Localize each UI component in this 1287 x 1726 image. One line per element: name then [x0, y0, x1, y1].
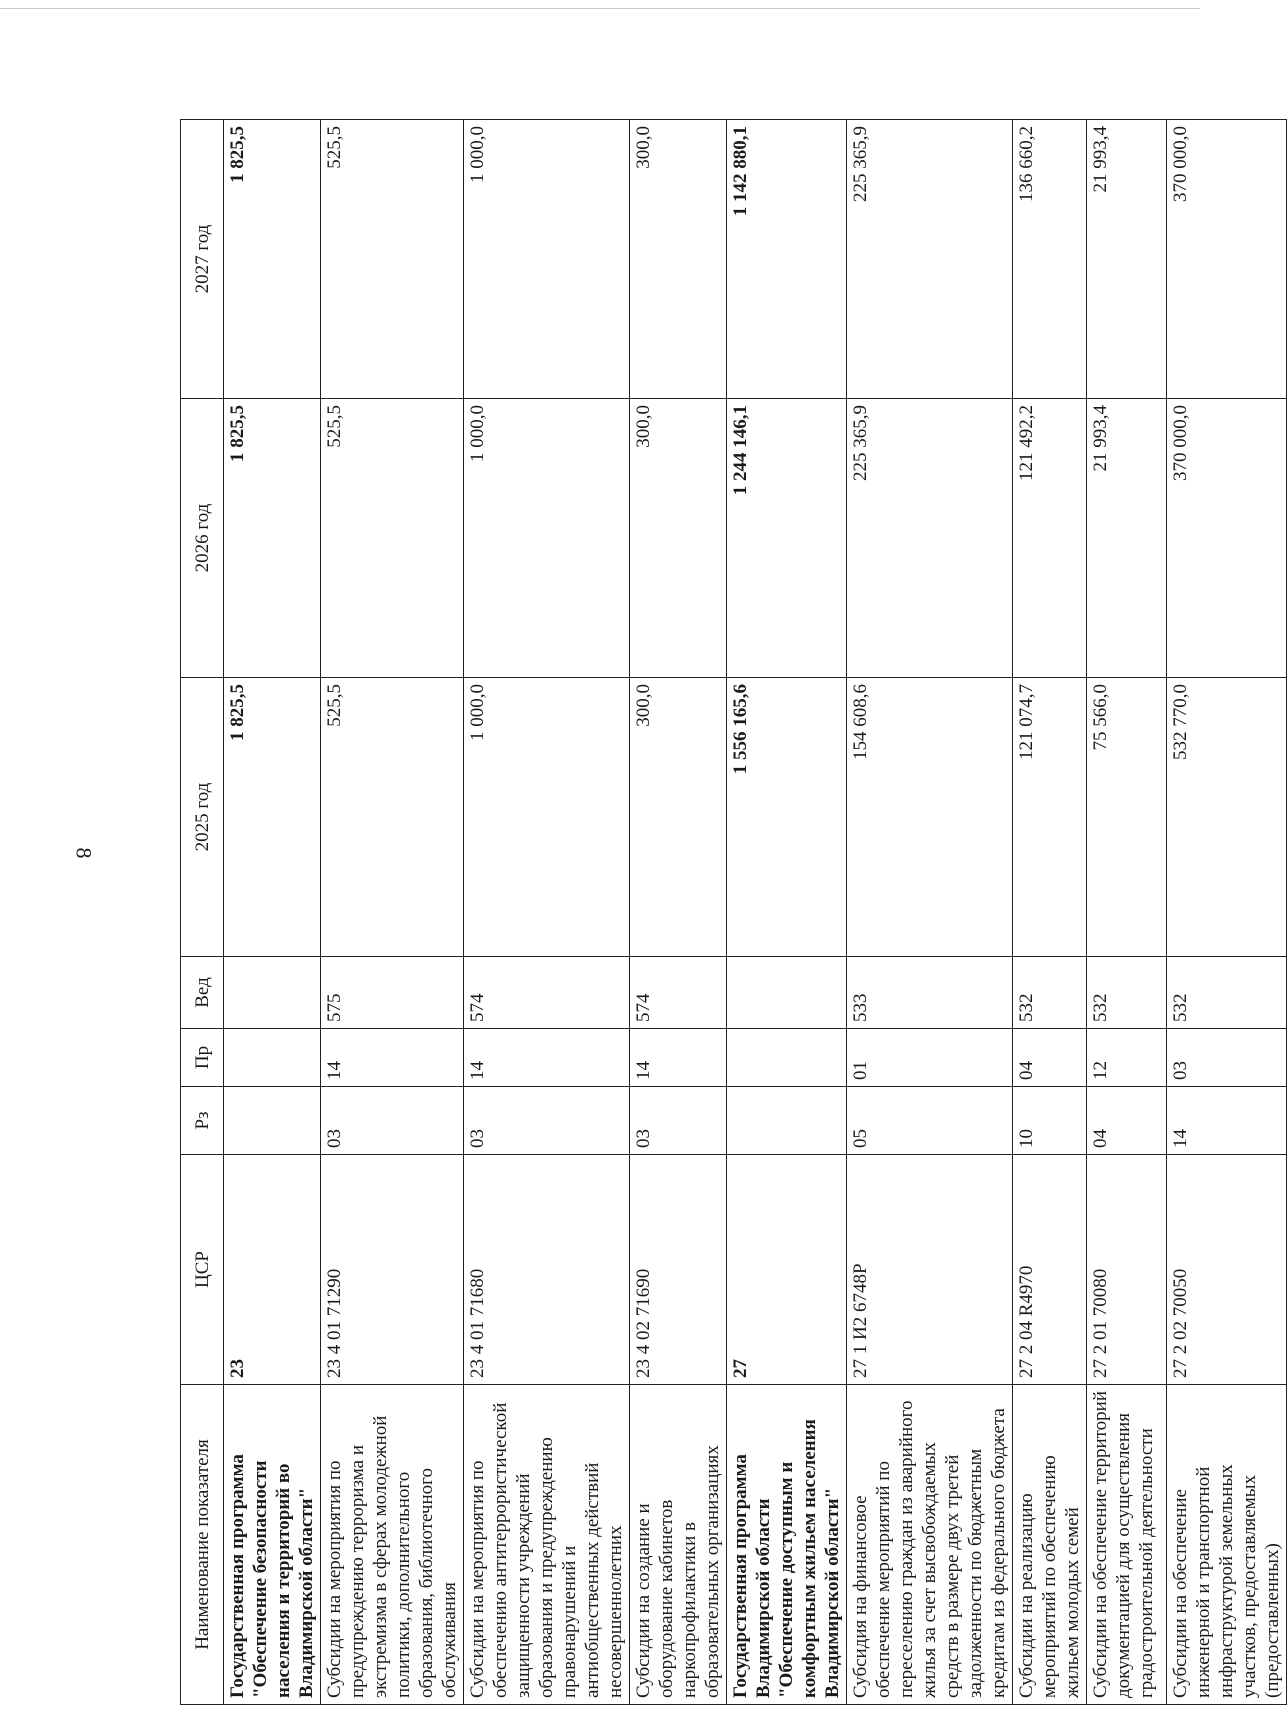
- row-ved: 532: [1087, 957, 1167, 1029]
- row-ved: 533: [847, 957, 1013, 1029]
- row-2027: 136 660,2: [1013, 120, 1087, 399]
- row-rz: 10: [1013, 1087, 1087, 1155]
- row-rz: [224, 1087, 321, 1155]
- row-2025: 1 825,5: [224, 678, 321, 957]
- row-ved: 575: [321, 957, 464, 1029]
- row-rz: 14: [1167, 1087, 1287, 1155]
- row-rz: 03: [630, 1087, 727, 1155]
- row-rz: [727, 1087, 847, 1155]
- row-csr: 23 4 02 71690: [630, 1155, 727, 1385]
- row-pr: [224, 1029, 321, 1087]
- budget-table: [180, 119, 1287, 1705]
- row-rz: 05: [847, 1087, 1013, 1155]
- row-2025: 1 000,0: [464, 678, 630, 957]
- row-csr: 23: [224, 1155, 321, 1385]
- row-pr: 14: [321, 1029, 464, 1087]
- row-pr: 12: [1087, 1029, 1167, 1087]
- row-csr: 27: [727, 1155, 847, 1385]
- row-2027: 1 000,0: [464, 120, 630, 399]
- row-2025: 532 770,0: [1167, 678, 1287, 957]
- row-ved: 532: [1167, 957, 1287, 1029]
- row-2027: 225 365,9: [847, 120, 1013, 399]
- table-row: [1167, 120, 1287, 1705]
- row-2026: 21 993,4: [1087, 399, 1167, 678]
- page-number: 8: [71, 847, 97, 859]
- row-2026: 121 492,2: [1013, 399, 1087, 678]
- row-2026: 1 244 146,1: [727, 399, 847, 678]
- row-pr: 01: [847, 1029, 1013, 1087]
- row-name: Субсидии на обеспечение инженерной и транспортной инфраструктурой земельных участков, предоставляемых (предоставленных): [1167, 1385, 1287, 1705]
- row-pr: 04: [1013, 1029, 1087, 1087]
- row-pr: [727, 1029, 847, 1087]
- row-2025: 154 608,6: [847, 678, 1013, 957]
- header-ved: Вед: [181, 957, 224, 1029]
- header-name: Наименование показателя: [181, 1385, 224, 1705]
- row-2025: 75 566,0: [1087, 678, 1167, 957]
- header-2027: 2027 год: [181, 120, 224, 399]
- row-2026: 300,0: [630, 399, 727, 678]
- row-ved: 574: [464, 957, 630, 1029]
- row-rz: 03: [464, 1087, 630, 1155]
- table-row: [224, 120, 321, 1705]
- table-row: [847, 120, 1013, 1705]
- row-name: Субсидии на обеспечение территорий документацией для осуществления градостроительной деятельности: [1087, 1385, 1167, 1705]
- row-csr: 23 4 01 71680: [464, 1155, 630, 1385]
- row-ved: [224, 957, 321, 1029]
- table-row: [1087, 120, 1167, 1705]
- row-2027: 525,5: [321, 120, 464, 399]
- table-row: [630, 120, 727, 1705]
- row-2027: 1 825,5: [224, 120, 321, 399]
- row-csr: 27 2 01 70080: [1087, 1155, 1167, 1385]
- row-name: Государственная программа Владимирской области "Обеспечение доступным и комфортным жильем населения Владимирской области": [727, 1385, 847, 1705]
- row-pr: 14: [464, 1029, 630, 1087]
- table-row: [321, 120, 464, 1705]
- row-ved: [727, 957, 847, 1029]
- row-name: Субсидия на финансовое обеспечение мероприятий по переселению граждан из аварийного жилья за счет высвобождаемых средств в размере двух третей задолженности по бюджетным кредитам из федерального бюджета: [847, 1385, 1013, 1705]
- row-name: Государственная программа "Обеспечение безопасности населения и территорий во Владимирской области": [224, 1385, 321, 1705]
- row-csr: 27 2 04 R4970: [1013, 1155, 1087, 1385]
- row-ved: 532: [1013, 957, 1087, 1029]
- row-name: Субсидии на мероприятия по предупреждению терроризма и экстремизма в сферах молодежной политики, дополнительного образования, библиотечного обслуживания: [321, 1385, 464, 1705]
- header-rz: Рз: [181, 1087, 224, 1155]
- header-pr: Пр: [181, 1029, 224, 1087]
- row-2026: 525,5: [321, 399, 464, 678]
- row-2027: 1 142 880,1: [727, 120, 847, 399]
- row-2025: 525,5: [321, 678, 464, 957]
- header-2025: 2025 год: [181, 678, 224, 957]
- row-2027: 370 000,0: [1167, 120, 1287, 399]
- row-2027: 21 993,4: [1087, 120, 1167, 399]
- row-csr: 23 4 01 71290: [321, 1155, 464, 1385]
- row-2025: 121 074,7: [1013, 678, 1087, 957]
- scan-edge-line: [0, 8, 1200, 9]
- row-ved: 574: [630, 957, 727, 1029]
- row-2027: 300,0: [630, 120, 727, 399]
- table-row: [727, 120, 847, 1705]
- row-pr: 03: [1167, 1029, 1287, 1087]
- row-2025: 300,0: [630, 678, 727, 957]
- table-row: [464, 120, 630, 1705]
- row-2026: 370 000,0: [1167, 399, 1287, 678]
- row-2025: 1 556 165,6: [727, 678, 847, 957]
- header-csr: ЦСР: [181, 1155, 224, 1385]
- row-name: Субсидии на создание и оборудование кабинетов наркопрофилактики в образовательных организациях: [630, 1385, 727, 1705]
- row-pr: 14: [630, 1029, 727, 1087]
- rotated-table-container: [180, 120, 1283, 1705]
- row-rz: 03: [321, 1087, 464, 1155]
- table-header-row: [181, 120, 224, 1705]
- row-2026: 1 000,0: [464, 399, 630, 678]
- row-2026: 1 825,5: [224, 399, 321, 678]
- row-csr: 27 2 02 70050: [1167, 1155, 1287, 1385]
- row-2026: 225 365,9: [847, 399, 1013, 678]
- row-name: Субсидии на реализацию мероприятий по обеспечению жильем молодых семей: [1013, 1385, 1087, 1705]
- row-csr: 27 1 И2 6748Р: [847, 1155, 1013, 1385]
- row-rz: 04: [1087, 1087, 1167, 1155]
- table-row: [1013, 120, 1087, 1705]
- header-2026: 2026 год: [181, 399, 224, 678]
- row-name: Субсидии на мероприятия по обеспечению антитеррористической защищенности учреждений образования и предупреждению правонарушений и антиобщественных действий несовершеннолетних: [464, 1385, 630, 1705]
